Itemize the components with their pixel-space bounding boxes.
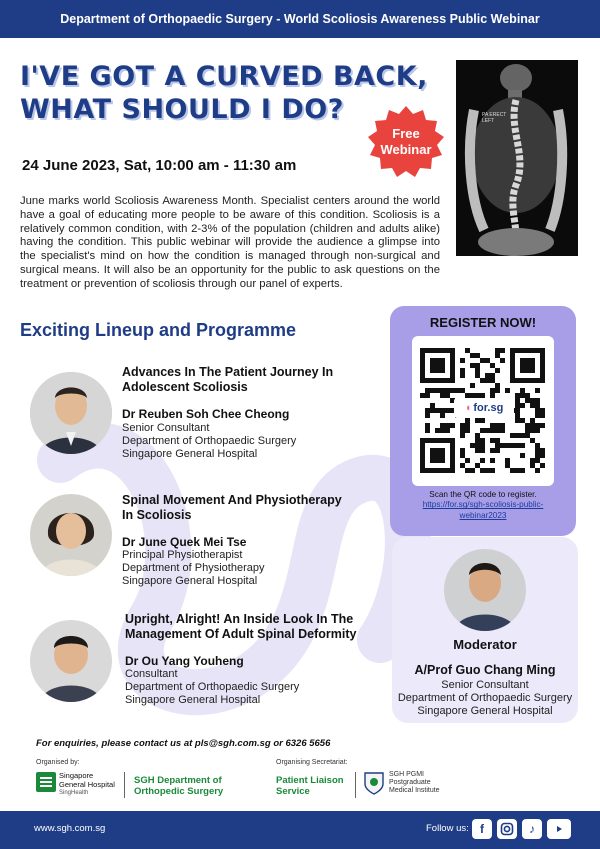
pgmi-crest-icon: [363, 770, 385, 796]
speaker-1-department: Department of Orthopaedic Surgery: [122, 435, 297, 447]
speaker-3-department: Department of Orthopaedic Surgery: [125, 681, 300, 693]
moderator-name: A/Prof Guo Chang Ming: [414, 663, 556, 677]
title-line-1: I'VE GOT A CURVED BACK,: [20, 61, 428, 92]
moderator-hospital: Singapore General Hospital: [417, 705, 553, 717]
register-panel: [390, 306, 576, 536]
sgh-logo-text: [59, 772, 115, 798]
secretariat-divider: [355, 772, 356, 798]
event-date: 24 June 2023, Sat, 10:00 am - 11:30 am: [22, 157, 297, 174]
pgmi-line-3: Medical Institute: [389, 787, 440, 794]
footer-bar: [0, 811, 600, 849]
register-link-line-2[interactable]: webinar2023: [459, 510, 507, 520]
header-banner-text: Department of Orthopaedic Surgery - World Scoliosis Awareness Public Webinar: [60, 12, 540, 26]
pls-title: [276, 775, 344, 797]
register-instruction: Scan the QR code to register.: [429, 490, 537, 499]
speaker-3-hospital: Singapore General Hospital: [125, 694, 261, 706]
register-title: REGISTER NOW!: [429, 315, 537, 330]
intro-paragraph: June marks world Scoliosis Awareness Month. Specialist centers around the world have a goal of educating more people to be aware of this condition. Scoliosis is a relatively common condition, with 2-3% of the population (children and adults alike) having the condition. This public webinar will provide the audience a glimpse into the specialist's mind on how the condition is managed through non-surgical and surgical means. It will also be an opportunity for the public to ask questions on the treatment or prevention of scoliosis through our panel of experts.: [20, 195, 440, 290]
register-link-line-1[interactable]: https://for.sg/sgh-scoliosis-public-: [422, 500, 544, 510]
sgh-line-1: Singapore: [59, 771, 94, 780]
youtube-icon[interactable]: [547, 819, 571, 839]
pgmi-text: [389, 771, 440, 795]
register-note: [400, 490, 566, 521]
dept-line-2: Orthopedic Surgery: [134, 786, 224, 797]
pls-line-1: Patient Liaison: [276, 775, 344, 786]
facebook-icon[interactable]: f: [472, 819, 492, 839]
speaker-photo-1: [30, 372, 112, 454]
badge-line-1: Free: [392, 126, 420, 141]
talk-1-title-line-2: Adolescent Scoliosis: [122, 380, 248, 394]
talk-3-title: [125, 612, 357, 642]
speaker-2-hospital: Singapore General Hospital: [122, 575, 258, 587]
tiktok-icon[interactable]: ♪: [522, 819, 542, 839]
title-line-2: WHAT SHOULD I DO?: [20, 94, 344, 125]
xray-label-line-2: LEFT: [482, 118, 495, 124]
speaker-3-name: Dr Ou Yang Youheng: [125, 654, 244, 668]
spine-xray-image: [456, 60, 578, 256]
speaker-2-department: Department of Physiotherapy: [122, 562, 265, 574]
moderator-department: Department of Orthopaedic Surgery: [397, 692, 573, 704]
talk-3-title-line-1: Upright, Alright! An Inside Look In The: [125, 612, 354, 626]
pls-line-2: Service: [276, 786, 310, 797]
organised-by-label: Organised by:: [36, 759, 80, 766]
speaker-2-name: Dr June Quek Mei Tse: [122, 535, 247, 549]
sgh-logo-icon: [36, 772, 56, 792]
sgh-line-2: General Hospital: [59, 779, 115, 789]
speaker-photo-2: [30, 494, 112, 576]
instagram-icon[interactable]: [497, 819, 517, 839]
xray-label-line-1: PA ERECT: [482, 112, 507, 118]
talk-3-title-line-2: Management Of Adult Spinal Deformity: [125, 627, 357, 641]
moderator-label: Moderator: [453, 637, 517, 652]
pgmi-line-1: SGH PGMI: [389, 771, 425, 778]
qr-brand-icon: ◖: [464, 402, 472, 414]
pgmi-line-2: Postgraduate: [389, 779, 431, 786]
moderator-card: [392, 537, 578, 723]
footer-website-link[interactable]: www.sgh.com.sg: [34, 823, 106, 834]
speaker-1-hospital: Singapore General Hospital: [122, 448, 258, 460]
talk-2-title-line-2: In Scoliosis: [122, 508, 192, 522]
speaker-1-role: Senior Consultant: [122, 422, 210, 434]
header-banner: [0, 0, 600, 38]
speaker-1-name: Dr Reuben Soh Chee Cheong: [122, 407, 290, 421]
speaker-photo-3: [30, 620, 112, 702]
qr-brand-text: for.sg: [473, 402, 504, 414]
moderator-photo: [444, 549, 526, 631]
talk-2-title-line-1: Spinal Movement And Physiotherapy: [122, 493, 342, 507]
talk-1-title-line-1: Advances In The Patient Journey In: [122, 365, 334, 379]
sgh-line-3: SingHealth: [59, 790, 89, 796]
organiser-divider: [124, 772, 125, 798]
lineup-heading: Exciting Lineup and Programme: [20, 320, 297, 340]
badge-line-2: Webinar: [380, 142, 432, 157]
qr-brand-logo: [454, 398, 514, 418]
speaker-3-role: Consultant: [125, 668, 178, 680]
footer-follow-label: Follow us:: [426, 823, 469, 834]
speaker-2-role: Principal Physiotherapist: [122, 549, 243, 561]
qr-card[interactable]: [412, 336, 554, 486]
dept-ortho-title: [134, 775, 223, 797]
secretariat-label: Organising Secretariat:: [276, 759, 348, 766]
enquiry-text: For enquiries, please contact us at pls@sgh.com.sg or 6326 5656: [36, 738, 331, 749]
xray-label: [482, 112, 506, 124]
talk-1-title: [122, 365, 333, 395]
moderator-role: Senior Consultant: [441, 679, 529, 691]
talk-2-title: [122, 493, 342, 523]
register-link[interactable]: [400, 500, 566, 521]
badge-text: [366, 126, 446, 158]
dept-line-1: SGH Department of: [134, 775, 222, 786]
